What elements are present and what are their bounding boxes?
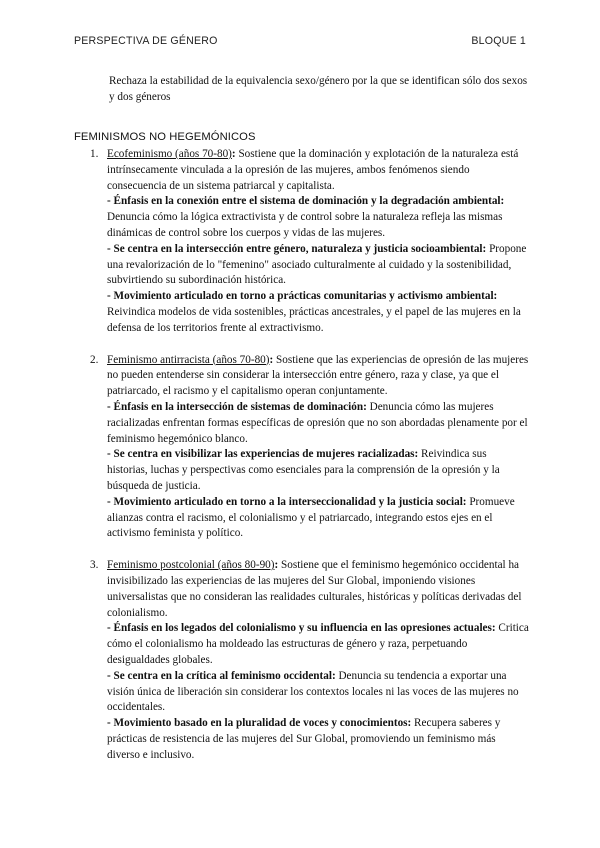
point-heading: Movimiento articulado en torno a la interseccionalidad y la justicia social: (113, 495, 467, 508)
point-dash: - (107, 448, 114, 461)
point-dash: - (107, 400, 114, 413)
point-text: Reivindica sus historias, luchas y perspectivas como esenciales para la comprensión de la opresión y la búsqueda de justicia. (107, 448, 500, 492)
point-heading: Se centra en visibilizar las experiencias de mujeres racializadas: (113, 448, 419, 461)
item-colon: : (269, 353, 274, 366)
point-heading: Énfasis en la conexión entre el sistema de dominación y la degradación ambiental: (113, 195, 505, 208)
item-point (107, 669, 530, 716)
item-description: Sostiene que el feminismo hegemónico occidental ha invisibilizado las experiencias de las mujeres del Sur Global, imponiendo visiones universalistas que no consideran las realidades culturales, históricas y políticas derivadas del colonialismo. (107, 559, 522, 619)
item-description: Sostiene que las experiencias de opresión de las mujeres no pueden entenderse sin considerar la intersección entre género, raza y clase, ya que el patriarcado, el racismo y el capitalismo operan conjuntamente. (107, 353, 529, 398)
point-text: Reivindica modelos de vida sostenibles, prácticas ancestrales, y el papel de las mujeres en la defensa de los territorios frente al extractivismo. (107, 305, 521, 334)
point-dash: - (107, 242, 114, 255)
point-text: Propone una revalorización de lo "femenino" asociado culturalmente al cuidado y la sostenibilidad, subvirtiendo su subordinación histórica. (107, 242, 527, 287)
item-colon: : (274, 559, 279, 572)
item-title: Feminismo postcolonial (años 80-90) (107, 559, 275, 572)
item-number: 3. (90, 559, 99, 572)
list-item (74, 147, 530, 337)
item-point (107, 716, 530, 763)
item-point (107, 621, 530, 668)
page-header (74, 34, 526, 50)
item-title: Feminismo antirracista (años 70-80) (107, 353, 270, 366)
list-item (74, 558, 530, 763)
item-colon: : (231, 148, 236, 160)
point-text: Critica cómo el colonialismo ha moldeado las estructuras de género y raza, perpetuando desigualdades globales. (107, 622, 529, 666)
header-title: PERSPECTIVA DE GÉNERO (74, 35, 218, 47)
item-point (107, 242, 530, 289)
point-dash: - (107, 622, 114, 635)
item-number: 2. (90, 353, 99, 366)
item-point (107, 194, 530, 241)
intro-paragraph: Rechaza la estabilidad de la equivalencia sexo/género por la que se identifican sólo dos sexos y dos géneros (109, 75, 528, 103)
header-block-label: BLOQUE 1 (471, 35, 526, 47)
item-intro (107, 353, 530, 400)
item-point (107, 289, 530, 336)
point-dash: - (107, 290, 114, 303)
point-heading: Énfasis en la intersección de sistemas de dominación: (113, 400, 367, 413)
point-dash: - (107, 669, 114, 682)
item-number: 1. (90, 148, 99, 160)
point-dash: - (107, 495, 114, 508)
item-point (107, 400, 530, 447)
point-heading: Movimiento articulado en torno a prácticas comunitarias y activismo ambiental: (113, 290, 498, 303)
list-item (74, 353, 530, 543)
point-heading: Se centra en la crítica al feminismo occidental: (113, 669, 336, 682)
point-text: Recupera saberes y prácticas de resistencia de las mujeres del Sur Global, promoviendo un feminismo más diverso e inclusivo. (107, 717, 501, 761)
point-dash: - (107, 195, 114, 208)
point-text: Promueve alianzas contra el racismo, el colonialismo y el patriarcado, integrando estos ejes en el activismo feminista y político. (107, 495, 515, 540)
item-point (107, 495, 530, 542)
point-dash: - (107, 717, 114, 730)
point-text: Denuncia cómo la lógica extractivista y de control sobre la naturaleza refleja las mismas dinámicas de control sobre los cuerpos y vidas de las mujeres. (107, 211, 503, 239)
item-title: Ecofeminismo (años 70-80) (107, 148, 232, 160)
item-intro (107, 147, 530, 194)
point-text: Denuncia cómo las mujeres racializadas enfrentan formas específicas de opresión que no son abordadas plenamente por el feminismo hegemónico blanco. (107, 400, 528, 445)
item-point (107, 447, 530, 494)
item-intro (107, 558, 530, 621)
point-heading: Énfasis en los legados del colonialismo y su influencia en las opresiones actuales: (113, 622, 496, 635)
section-title: FEMINISMOS NO HEGEMÓNICOS (74, 131, 256, 143)
point-heading: Movimiento basado en la pluralidad de voces y conocimientos: (113, 717, 412, 730)
point-text: Denuncia su tendencia a exportar una visión única de liberación sin considerar los contextos locales ni las voces de las mujeres no occidentales. (107, 669, 519, 714)
item-description: Sostiene que la dominación y explotación de la naturaleza está intrínsecamente vinculada a la opresión de las mujeres, ambos fenómenos siendo consecuencia de un sistema patriarcal y capitalista. (107, 148, 519, 192)
feminisms-list (74, 147, 530, 779)
point-heading: Se centra en la intersección entre género, naturaleza y justicia socioambiental: (113, 242, 487, 255)
